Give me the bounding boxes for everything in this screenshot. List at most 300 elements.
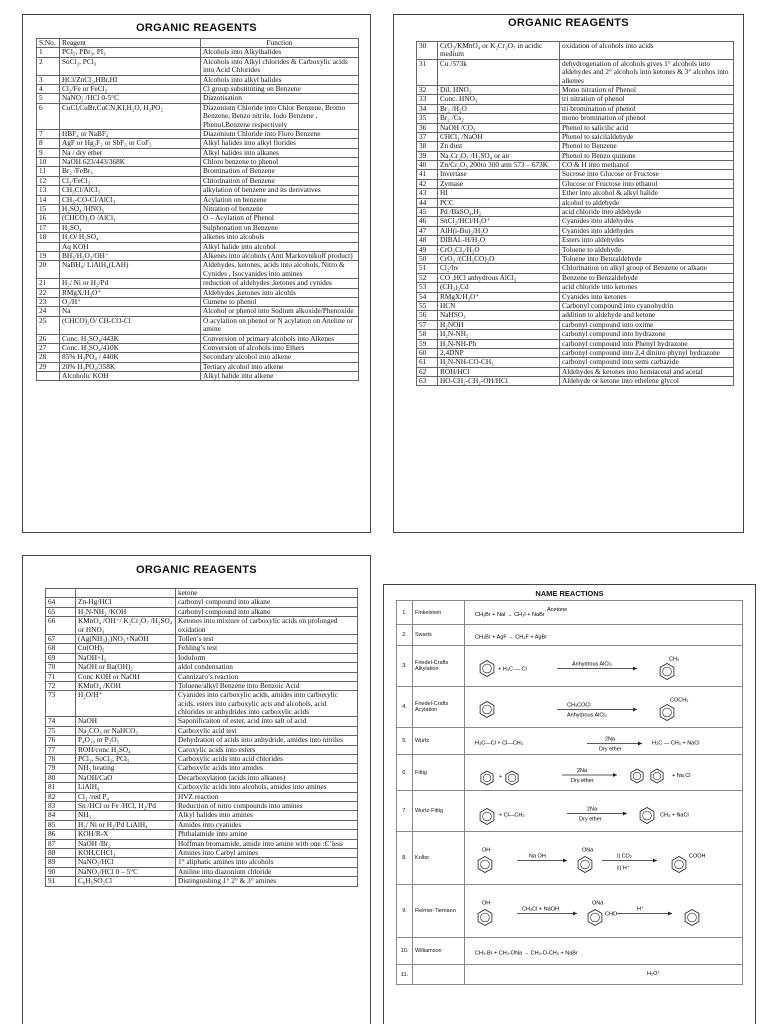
cell-function: Conversion of primary alcohols into Alkenes bbox=[201, 334, 359, 343]
cell-sno: 58 bbox=[417, 330, 438, 339]
cell-sno: 55 bbox=[417, 301, 438, 310]
scheme-text: CH₃-Br + CH₃-ONa → CH₃-O-CH₃ + NaBr bbox=[475, 950, 578, 956]
cell-reagent: 2,4DNP bbox=[438, 348, 560, 357]
cell-reagent: CH₃Cl/AlCl₃ bbox=[60, 186, 201, 195]
cell-sno: 91 bbox=[46, 877, 76, 886]
reaction-row bbox=[397, 687, 743, 728]
reaction-name: Finkelstein bbox=[413, 601, 465, 625]
cell-function: Cannizaro’s reaction bbox=[176, 672, 358, 681]
cell-reagent: PCl₅, PBr₃, PI₃ bbox=[60, 48, 201, 57]
cell-function: Distinguishing 1° 2° & 3° amines bbox=[176, 877, 358, 886]
cell-reagent: NaOH /CO₂ bbox=[438, 123, 560, 132]
cell-reagent: HI bbox=[438, 189, 560, 198]
cell-reagent: Conc KOH or NaOH bbox=[76, 672, 176, 681]
cell-reagent: Zymase bbox=[438, 179, 560, 188]
cell-function: reduction of aldehydes ,ketones and cynides bbox=[201, 279, 359, 288]
cell-sno: 28 bbox=[37, 353, 60, 362]
scheme-text: Dry ether bbox=[571, 777, 594, 784]
reaction-row bbox=[397, 832, 743, 885]
cell-reagent: C₆H₅SO₂Cl bbox=[76, 877, 176, 886]
cell-reagent: KOH/R-X bbox=[76, 830, 176, 839]
cell-reagent: Cu(OH)₂ bbox=[76, 644, 176, 653]
table-row bbox=[37, 103, 359, 129]
cell-reagent: KMnO₄ /OH⁻/ K₂Cr₂O₇ /H₂SO₄ or HNO₃ bbox=[76, 617, 176, 635]
scheme-text: COOH bbox=[689, 853, 706, 859]
cell-sno: 21 bbox=[37, 279, 60, 288]
cell-reagent: Conc. HNO₃ bbox=[438, 95, 560, 104]
cell-sno: 3 bbox=[37, 75, 60, 84]
reagents-sheet-2 bbox=[393, 14, 744, 533]
cell-reagent: Zn dust bbox=[438, 142, 560, 151]
cell-function: Alcohols into Alkyl chlorides & Carboxylic acids into Acid Chlorides bbox=[201, 57, 359, 75]
cell-sno: 50 bbox=[417, 254, 438, 263]
cell-function: dehydrogenation of alcohols gives 1° alcohols into aldehydes and 2° alcohols into ketones & 3° alcohos into alkenes bbox=[560, 59, 734, 85]
cell-function: Alkyl halide into alkene bbox=[201, 372, 359, 381]
cell-function: carbonyl compound into oxime bbox=[560, 320, 734, 329]
cell-function: Cyanides into aldehydes bbox=[560, 226, 734, 235]
cell-function: Tertiary alcohol into alkene bbox=[201, 362, 359, 371]
table-row bbox=[37, 233, 359, 242]
header-sno: S.No. bbox=[37, 39, 60, 48]
table-row bbox=[417, 59, 734, 85]
cell-reagent: DIBAL-H/H₂O bbox=[438, 236, 560, 245]
cell-sno: 76 bbox=[46, 736, 76, 745]
cell-reagent: Dil. HNO₃ bbox=[438, 85, 560, 94]
cell-function: Alkenes into alcohols (Anti Markovnikoff product) bbox=[201, 251, 359, 260]
cell-reagent: 85% H₃PO₄ / 440K bbox=[60, 353, 201, 362]
cell-function: Esters into aldehydes bbox=[560, 236, 734, 245]
reaction-scheme bbox=[465, 728, 743, 755]
table-row bbox=[46, 598, 358, 607]
cell-sno: 47 bbox=[417, 226, 438, 235]
cell-sno: 29 bbox=[37, 362, 60, 371]
reaction-number: 11. bbox=[397, 965, 413, 985]
cell-reagent: NaOH 623/443/368K bbox=[60, 158, 201, 167]
reaction-diagram bbox=[467, 729, 741, 754]
cell-function: oxidation of alcohols into acids bbox=[560, 42, 734, 60]
cell-sno: 61 bbox=[417, 358, 438, 367]
cell-function: Dehydration of acids into anhydride, amides into nitriles bbox=[176, 736, 358, 745]
page-title: NAME REACTIONS bbox=[535, 589, 604, 598]
cell-function: carbonyl compound into hydrazone bbox=[560, 330, 734, 339]
cell-sno: 27 bbox=[37, 343, 60, 352]
cell-sno: 42 bbox=[417, 179, 438, 188]
cell-function: carbonyl compound into alkane bbox=[176, 598, 358, 607]
cell-function: O acylation on phenol or N acylation on Aneline or amine bbox=[201, 316, 359, 334]
cell-reagent: AlH(i-Bu)₂/H₂O bbox=[438, 226, 560, 235]
cell-reagent: PCl₃, SoCl₂, PCl₅ bbox=[76, 755, 176, 764]
cell-reagent: H₂O/ H₂SO₄ bbox=[60, 233, 201, 242]
cell-sno: 59 bbox=[417, 339, 438, 348]
cell-sno: 69 bbox=[46, 653, 76, 662]
cell-reagent: Pd /BaSO₄,H₂ bbox=[438, 208, 560, 217]
cell-sno: 63 bbox=[417, 377, 438, 386]
cell-sno: 73 bbox=[46, 691, 76, 717]
reaction-number: 1. bbox=[397, 601, 413, 625]
reaction-row bbox=[397, 601, 743, 625]
cell-sno: 2 bbox=[37, 57, 60, 75]
cell-sno: 38 bbox=[417, 142, 438, 151]
cell-reagent: H₂N-NH-CO-CH₃ bbox=[438, 358, 560, 367]
table-row bbox=[417, 114, 734, 123]
cell-sno: 41 bbox=[417, 170, 438, 179]
reaction-row bbox=[397, 965, 743, 985]
scheme-text: Dry ether bbox=[599, 746, 622, 752]
cell-function: Bromination of Benzene bbox=[201, 167, 359, 176]
table-row bbox=[37, 261, 359, 279]
reaction-name: Wurtz-Fittig bbox=[413, 791, 465, 832]
scheme-text: 2Na bbox=[577, 767, 588, 774]
cell-reagent: Zn-Hg/HCl bbox=[76, 598, 176, 607]
table-row bbox=[46, 672, 358, 681]
cell-function: Chlorination on alkyl group of Benzene or alkane bbox=[560, 264, 734, 273]
reagents-sheet-3 bbox=[22, 555, 371, 1024]
cell-sno: 12 bbox=[37, 176, 60, 185]
cell-function: Aldehydes, ketones, acids into alcohols, Nitro & Cynides , Isocyanides into amines bbox=[201, 261, 359, 279]
table-row bbox=[37, 288, 359, 297]
reagents-table bbox=[416, 41, 734, 386]
cell-reagent: 20% H₃PO₄/358K bbox=[60, 362, 201, 371]
table-row bbox=[417, 236, 734, 245]
table-row bbox=[37, 372, 359, 381]
cell-sno: 52 bbox=[417, 273, 438, 282]
cell-sno: 54 bbox=[417, 292, 438, 301]
cell-function: Diazotisation bbox=[201, 94, 359, 103]
scheme-text: + H₃C — Cl bbox=[498, 666, 527, 672]
cell-reagent: CrO₂Cl₂/H₂O bbox=[438, 245, 560, 254]
page-title: ORGANIC REAGENTS bbox=[136, 22, 257, 34]
cell-function: Iodoform bbox=[176, 653, 358, 662]
cell-reagent: CrO₃ /(CH₃CO)₂O bbox=[438, 254, 560, 263]
cell-reagent: ROH/conc H₂SO₄ bbox=[76, 745, 176, 754]
cell-function: Phenol to salicilic acid bbox=[560, 123, 734, 132]
cell-function: Chloro benzene to phenol bbox=[201, 158, 359, 167]
cell-sno: 57 bbox=[417, 320, 438, 329]
cell-function: Toluene into Benzaldehyde bbox=[560, 254, 734, 263]
cell-reagent: Na₂Cr₂O₇ /H₂SO₄ or air bbox=[438, 151, 560, 160]
cell-function: Caroxylic acids into esters bbox=[176, 745, 358, 754]
cell-reagent: Br₂ /H₂O bbox=[438, 104, 560, 113]
reaction-diagram bbox=[467, 626, 741, 645]
cell-function: Cyanides into ketones bbox=[560, 292, 734, 301]
cell-function: Benzene to Benzaldehyde bbox=[560, 273, 734, 282]
table-row bbox=[417, 189, 734, 198]
cell-function: Acylation on benzene bbox=[201, 195, 359, 204]
cell-reagent: (CHCO)₂O/ CH-CO-Cl bbox=[60, 316, 201, 334]
cell-reagent: CuCl,CuBr,CuCN,KI,H₂O, H₃PO₂ bbox=[60, 103, 201, 129]
cell-reagent: NaBH₄/ LiAlH₄(LAH) bbox=[60, 261, 201, 279]
cell-function: Mono nitration of Phenol bbox=[560, 85, 734, 94]
cell-reagent: AgF or Hg₂F₂ or SbF₃ or CoF₂ bbox=[60, 139, 201, 148]
cell-function: Carboxylic acid test bbox=[176, 726, 358, 735]
table-row bbox=[37, 307, 359, 316]
cell-sno: 24 bbox=[37, 307, 60, 316]
name-reactions-sheet bbox=[383, 584, 756, 1024]
table-row bbox=[37, 279, 359, 288]
cell-function: acid chloride into ketones bbox=[560, 283, 734, 292]
cell-function: Reduction of nitro compounds into amines bbox=[176, 801, 358, 810]
cell-sno: 48 bbox=[417, 236, 438, 245]
table-row bbox=[417, 339, 734, 348]
cell-sno: 16 bbox=[37, 214, 60, 223]
scheme-text: H₂O⁺ bbox=[647, 970, 661, 977]
reaction-diagram bbox=[467, 756, 741, 790]
cell-function: Cyanides into aldehydes bbox=[560, 217, 734, 226]
cell-reagent: (CH₃)₂Cd bbox=[438, 283, 560, 292]
cell-function: Sulphonation on Benzene bbox=[201, 223, 359, 232]
cell-sno: 9 bbox=[37, 148, 60, 157]
cell-reagent: Conc. H₂SO₄/443K bbox=[60, 334, 201, 343]
reaction-row bbox=[397, 938, 743, 965]
cell-sno: 86 bbox=[46, 830, 76, 839]
cell-reagent: HBF₄ or NaBF₄ bbox=[60, 129, 201, 138]
table-row bbox=[46, 858, 358, 867]
reaction-row bbox=[397, 646, 743, 687]
reagents-sheet-1 bbox=[22, 14, 371, 533]
reaction-row bbox=[397, 728, 743, 755]
cell-reagent: LiAlH₄ bbox=[76, 783, 176, 792]
table-row bbox=[37, 214, 359, 223]
header-function: Function bbox=[201, 39, 359, 48]
cell-sno: 8 bbox=[37, 139, 60, 148]
cell-reagent: (Ag(NH₃)₂)NO₃+NaOH bbox=[76, 634, 176, 643]
cell-reagent: H₂NOH bbox=[438, 320, 560, 329]
cell-sno: 83 bbox=[46, 801, 76, 810]
name-reactions-table bbox=[396, 600, 743, 985]
table-row bbox=[37, 139, 359, 148]
cell-reagent: H₂N-NH₂ /KOH bbox=[76, 607, 176, 616]
cell-reagent: NaHSO₃ bbox=[438, 311, 560, 320]
cell-sno: 74 bbox=[46, 717, 76, 726]
scheme-text: ONa bbox=[592, 900, 604, 906]
cell-sno: 77 bbox=[46, 745, 76, 754]
cell-reagent: Aq KOH bbox=[60, 242, 201, 251]
cell-function: Conversion of alcohols into Ethers bbox=[201, 343, 359, 352]
cell-reagent: H₂SO₄ /HNO₃ bbox=[60, 205, 201, 214]
cell-reagent: CH₃-CO-Cl/AlCl₃ bbox=[60, 195, 201, 204]
reaction-number: 10. bbox=[397, 938, 413, 965]
cell-reagent: Cl₂/FeCl₃ bbox=[60, 176, 201, 185]
cell-reagent: Cl₂/hv bbox=[438, 264, 560, 273]
reaction-row bbox=[397, 791, 743, 832]
cell-function: Alkyl halides into alkanes bbox=[201, 148, 359, 157]
cell-function: tri nitration of phenol bbox=[560, 95, 734, 104]
cell-function: O – Acylation of Phenol bbox=[201, 214, 359, 223]
reaction-scheme bbox=[465, 832, 743, 885]
cell-sno: 66 bbox=[46, 617, 76, 635]
cell-sno: 71 bbox=[46, 672, 76, 681]
scheme-text: i) CO₂ bbox=[617, 853, 632, 859]
cell-sno: 53 bbox=[417, 283, 438, 292]
scheme-text: COCH₃ bbox=[670, 697, 689, 703]
table-row bbox=[417, 283, 734, 292]
reaction-scheme bbox=[465, 646, 743, 687]
reaction-name: Wurtz bbox=[413, 728, 465, 755]
cell-function: Amides into cyanides bbox=[176, 820, 358, 829]
cell-reagent: CO ,HCl anhydrous AlCl₃ bbox=[438, 273, 560, 282]
scheme-text: CH₃Cl + NaOH bbox=[522, 906, 559, 912]
cell-reagent: KMnO₄ /KOH bbox=[76, 681, 176, 690]
reaction-diagram bbox=[467, 602, 741, 624]
cell-sno: 62 bbox=[417, 367, 438, 376]
cell-reagent: H₂SO₄ bbox=[60, 223, 201, 232]
cell-sno: 33 bbox=[417, 95, 438, 104]
cell-sno: 23 bbox=[37, 297, 60, 306]
cell-reagent: PCC bbox=[438, 198, 560, 207]
cell-sno: 78 bbox=[46, 755, 76, 764]
cell-sno: 43 bbox=[417, 189, 438, 198]
cell-reagent: Invertase bbox=[438, 170, 560, 179]
reaction-scheme bbox=[465, 687, 743, 728]
table-row bbox=[37, 94, 359, 103]
table-row bbox=[46, 663, 358, 672]
cell-reagent: NaOH/CaO bbox=[76, 773, 176, 782]
reaction-name bbox=[413, 965, 465, 985]
cell-function: aldol condensation bbox=[176, 663, 358, 672]
cell-sno: 5 bbox=[37, 94, 60, 103]
cell-sno: 13 bbox=[37, 186, 60, 195]
table-row bbox=[46, 644, 358, 653]
cell-reagent: HCN bbox=[438, 301, 560, 310]
scheme-text: Acetone bbox=[547, 606, 568, 613]
cell-sno: 39 bbox=[417, 151, 438, 160]
scheme-text: ii) H⁺ bbox=[617, 865, 630, 871]
reaction-scheme bbox=[465, 755, 743, 791]
cell-sno: 45 bbox=[417, 208, 438, 217]
table-row bbox=[46, 617, 358, 635]
table-row bbox=[46, 830, 358, 839]
table-row bbox=[46, 783, 358, 792]
reaction-name: Swarts bbox=[413, 625, 465, 646]
scheme-text: Na OH bbox=[529, 853, 546, 859]
table-row bbox=[37, 57, 359, 75]
cell-sno: 26 bbox=[37, 334, 60, 343]
page-title: ORGANIC REAGENTS bbox=[136, 564, 257, 576]
table-row bbox=[46, 717, 358, 726]
cell-function: Decarboxylation (acids into alkanes) bbox=[176, 773, 358, 782]
reaction-name: Kolbe bbox=[413, 832, 465, 885]
scheme-text: CH₃COCl bbox=[567, 702, 591, 708]
cell-function: Carbonyl compound into cyanohydrin bbox=[560, 301, 734, 310]
cell-function: 1° aliphatic amines into alcohols bbox=[176, 858, 358, 867]
cell-reagent: Conc. H₂SO₄/410K bbox=[60, 343, 201, 352]
cell-function: Diazonium Chloride into Floro Benzene bbox=[201, 129, 359, 138]
cell-function: Cyanides into carboxylic acids, amides into carboxylic acids, esters into carboxylic acis and alcohols, acid chlorides or anhydrides into carboxylic acids bbox=[176, 691, 358, 717]
cell-reagent: Cl₂ /red P₄ bbox=[76, 792, 176, 801]
cell-function: CO & H into methanol bbox=[560, 161, 734, 170]
cell-sno: 84 bbox=[46, 811, 76, 820]
cell-function: Ketones into mixture of carboxylic acids on prolonged oxidation bbox=[176, 617, 358, 635]
cell-reagent: SoCl₂, PCl₃ bbox=[60, 57, 201, 75]
scheme-text: Dry ether bbox=[579, 816, 602, 822]
table-row bbox=[46, 811, 358, 820]
cell-function: Ether into alcohol & alkyl halide bbox=[560, 189, 734, 198]
reaction-diagram bbox=[467, 886, 741, 937]
cell-function: Phenol to salcilaldehyde bbox=[560, 132, 734, 141]
reaction-diagram bbox=[467, 688, 741, 727]
cell-function: Tollen’s test bbox=[176, 634, 358, 643]
cell-sno: 44 bbox=[417, 198, 438, 207]
table-row bbox=[417, 358, 734, 367]
cell-function: carbonyl compound into Phenyl hydrazone bbox=[560, 339, 734, 348]
cell-sno: 11 bbox=[37, 167, 60, 176]
cell-reagent: (CHCO)₂O /AlCl₃ bbox=[60, 214, 201, 223]
cell-sno: 7 bbox=[37, 129, 60, 138]
reaction-number: 7. bbox=[397, 791, 413, 832]
cell-reagent: H₂N-NH-Ph bbox=[438, 339, 560, 348]
cell-sno: 15 bbox=[37, 205, 60, 214]
cell-function: Hoffman bromamide, amide into amine with one :C’less bbox=[176, 839, 358, 848]
cell-reagent: Na bbox=[60, 307, 201, 316]
reaction-number: 5. bbox=[397, 728, 413, 755]
cell-function: Carboxylic acids into amides bbox=[176, 764, 358, 773]
reaction-scheme bbox=[465, 885, 743, 938]
cell-sno bbox=[37, 372, 60, 381]
cell-reagent: NaNO₂/HCl bbox=[76, 858, 176, 867]
cell-sno: 75 bbox=[46, 726, 76, 735]
cell-reagent: CHCl₃ /NaOH bbox=[438, 132, 560, 141]
table-row bbox=[37, 353, 359, 362]
reagents-table bbox=[45, 588, 358, 887]
reaction-number: 4. bbox=[397, 687, 413, 728]
cell-reagent: HCl/ZnCl₂,HBr,HI bbox=[60, 75, 201, 84]
cell-sno: 22 bbox=[37, 288, 60, 297]
cell-sno: 87 bbox=[46, 839, 76, 848]
cell-function: ketone bbox=[176, 589, 358, 598]
cell-function: Aldehydes ,ketones into alcohls bbox=[201, 288, 359, 297]
scheme-text: CH₃ + NaCl bbox=[660, 812, 689, 818]
cell-reagent: Cl₂/Fe or FeCl₃ bbox=[60, 84, 201, 93]
cell-function: Alkyl halides into amines bbox=[176, 811, 358, 820]
cell-sno: 18 bbox=[37, 233, 60, 242]
scheme-text: CH₃Br + NaI → CH₃I + NaBr bbox=[475, 611, 545, 618]
cell-sno: 10 bbox=[37, 158, 60, 167]
cell-function: acid chloride into aldehyde bbox=[560, 208, 734, 217]
cell-function: Cl group substituting on Benzene bbox=[201, 84, 359, 93]
table-row bbox=[37, 48, 359, 57]
cell-reagent: Br₂ /Cs₂ bbox=[438, 114, 560, 123]
cell-reagent: Alcoholic KOH bbox=[60, 372, 201, 381]
scheme-text: OH bbox=[482, 900, 491, 906]
cell-function: carbonyl compound into 2,4 dinitro phynyl hydrazone bbox=[560, 348, 734, 357]
reaction-diagram bbox=[467, 792, 741, 831]
reaction-name: Friedel-Crafts Alkylation bbox=[413, 646, 465, 687]
cell-function: Carboxylic acids into acid chlorides bbox=[176, 755, 358, 764]
table-row bbox=[417, 95, 734, 104]
cell-function: Nitration of benzene bbox=[201, 205, 359, 214]
table-row bbox=[417, 142, 734, 151]
scheme-text: CHO bbox=[605, 911, 618, 917]
cell-sno: 1 bbox=[37, 48, 60, 57]
cell-sno: 90 bbox=[46, 867, 76, 876]
scheme-text: 2Na bbox=[605, 736, 616, 742]
cell-function: Toluene/alkyl Benzene into Benzoic Acid bbox=[176, 681, 358, 690]
cell-sno: 19 bbox=[37, 251, 60, 260]
cell-sno: 85 bbox=[46, 820, 76, 829]
cell-function: Alcohol or phenol into Sodium alkoxide/Phenoxide bbox=[201, 307, 359, 316]
table-row bbox=[46, 736, 358, 745]
cell-sno: 17 bbox=[37, 223, 60, 232]
table-row bbox=[37, 186, 359, 195]
cell-reagent: NaOH or Ba(OH)₂ bbox=[76, 663, 176, 672]
cell-function: carbonyl compound into alkane bbox=[176, 607, 358, 616]
scheme-text: + bbox=[499, 773, 503, 780]
reaction-diagram bbox=[467, 939, 741, 964]
cell-sno: 30 bbox=[417, 42, 438, 60]
cell-reagent: ROH/HCl bbox=[438, 367, 560, 376]
cell-function: addition to aldehyde and ketone bbox=[560, 311, 734, 320]
table-row bbox=[417, 217, 734, 226]
